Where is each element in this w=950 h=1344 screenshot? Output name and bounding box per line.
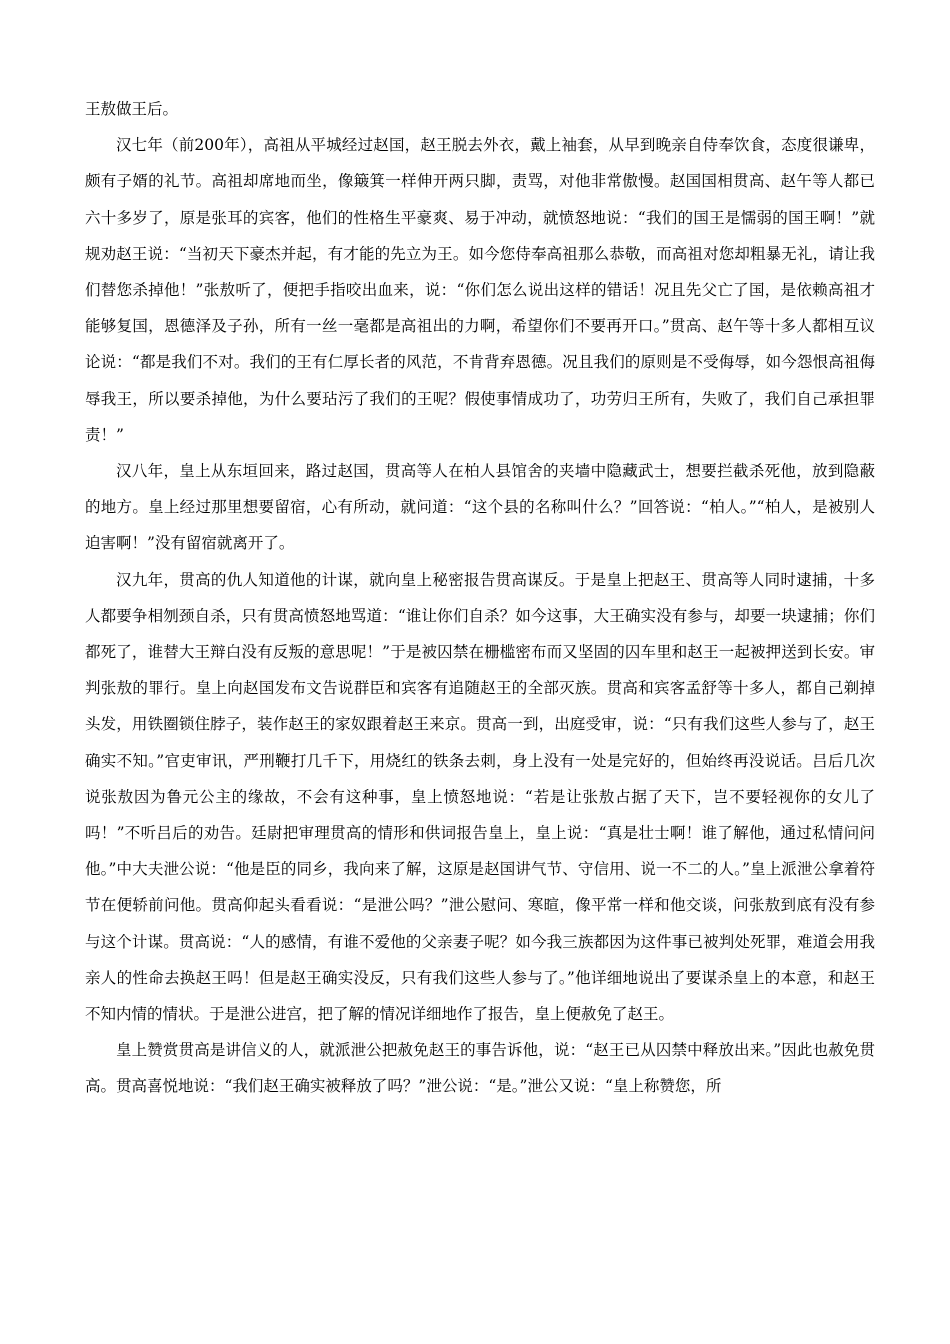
paragraph-han-ninth-year: 汉九年，贯高的仇人知道他的计谋，就向皇上秘密报告贯高谋反。于是皇上把赵王、贯高等人同时逮捕，十多人都要争相刎颈自杀，只有贯高愤怒地骂道：“谁让你们自杀？如今这事，大王确实没有参与，却要一块逮捕；你们都死了，谁替大王辩白没有反叛的意思呢！”于是被囚禁在栅槛密布而又坚固的囚车里和赵王一起被押送到长安。审判张敖的罪行。皇上向赵国发布文告说群臣和宾客有追随赵王的全部灭族。贯高和宾客孟舒等十多人，都自己剃掉头发，用铁圈锁住脖子，装作赵王的家奴跟着赵王来京。贯高一到，出庭受审，说：“只有我们这些人参与了，赵王确实不知。”官吏审讯，严刑鞭打几千下，用烧红的铁条去刺，身上没有一处是完好的，但始终再没说话。吕后几次说张敖因为鲁元公主的缘故，不会有这种事，皇上愤怒地说：“若是让张敖占据了天下，岂不要轻视你的女儿了吗！”不听吕后的劝告。廷尉把审理贯高的情形和供词报告皇上，皇上说：“真是壮士啊！谁了解他，通过私情问问他。”中大夫泄公说：“他是臣的同乡，我向来了解，这原是赵国讲气节、守信用、说一不二的人。”皇上派泄公拿着符节在便轿前问他。贯高仰起头看看说：“是泄公吗？”泄公慰问、寒暄，像平常一样和他交谈，问张敖到底有没有参与这个计谋。贯高说：“人的感情，有谁不爱他的父亲妻子呢？如今我三族都因为这件事已被判处死罪，难道会用我亲人的性命去换赵王吗！但是赵王确实没反，只有我们这些人参与了。”他详细地说出了要谋杀皇上的本意，和赵王不知内情的情状。于是泄公进宫，把了解的情况详细地作了报告，皇上便赦免了赵王。 — [85, 570, 875, 1024]
paragraph-continuation: 王敖做王后。 — [85, 100, 179, 118]
paragraph-han-seventh-year: 汉七年（前200年），高祖从平城经过赵国，赵王脱去外衣，戴上袖套，从早到晚亲自侍奉饮食，态度很谦卑，颇有子婿的礼节。高祖却席地而坐，像簸箕一样伸开两只脚，责骂，对他非常傲慢。赵国国相贯高、赵午等人都已六十多岁了，原是张耳的宾客，他们的性格生平豪爽、易于冲动，就愤怒地说：“我们的国王是懦弱的国王啊！”就规劝赵王说：“当初天下豪杰并起，有才能的先立为王。如今您侍奉高祖那么恭敬，而高祖对您却粗暴无礼，请让我们替您杀掉他！”张敖听了，便把手指咬出血来，说：“你们怎么说出这样的错话！况且先父亡了国，是依赖高祖才能够复国，恩德泽及子孙，所有一丝一毫都是高祖出的力啊，希望你们不要再开口。”贯高、赵午等十多人都相互议论说：“都是我们不对。我们的王有仁厚长者的风范，不肯背弃恩德。况且我们的原则是不受侮辱，如今怨恨高祖侮辱我王，所以要杀掉他，为什么要玷污了我们的王呢？假使事情成功了，功劳归王所有，失败了，我们自己承担罪责！” — [85, 136, 875, 444]
paragraph-han-eighth-year: 汉八年，皇上从东垣回来，路过赵国，贯高等人在柏人县馆舍的夹墙中隐藏武士，想要拦截杀死他，放到隐蔽的地方。皇上经过那里想要留宿，心有所动，就问道：“这个县的名称叫什么？”回答说：“柏人。”“柏人，是被别人迫害啊！”没有留宿就离开了。 — [85, 462, 875, 553]
paragraph-emperor-praises: 皇上赞赏贯高是讲信义的人，就派泄公把赦免赵王的事告诉他，说：“赵王已从囚禁中释放出来。”因此也赦免贯高。贯高喜悦地说：“我们赵王确实被释放了吗？”泄公说：“是。”泄公又说：“皇上称赞您，所 — [85, 1041, 875, 1096]
document-page — [85, 91, 875, 1105]
